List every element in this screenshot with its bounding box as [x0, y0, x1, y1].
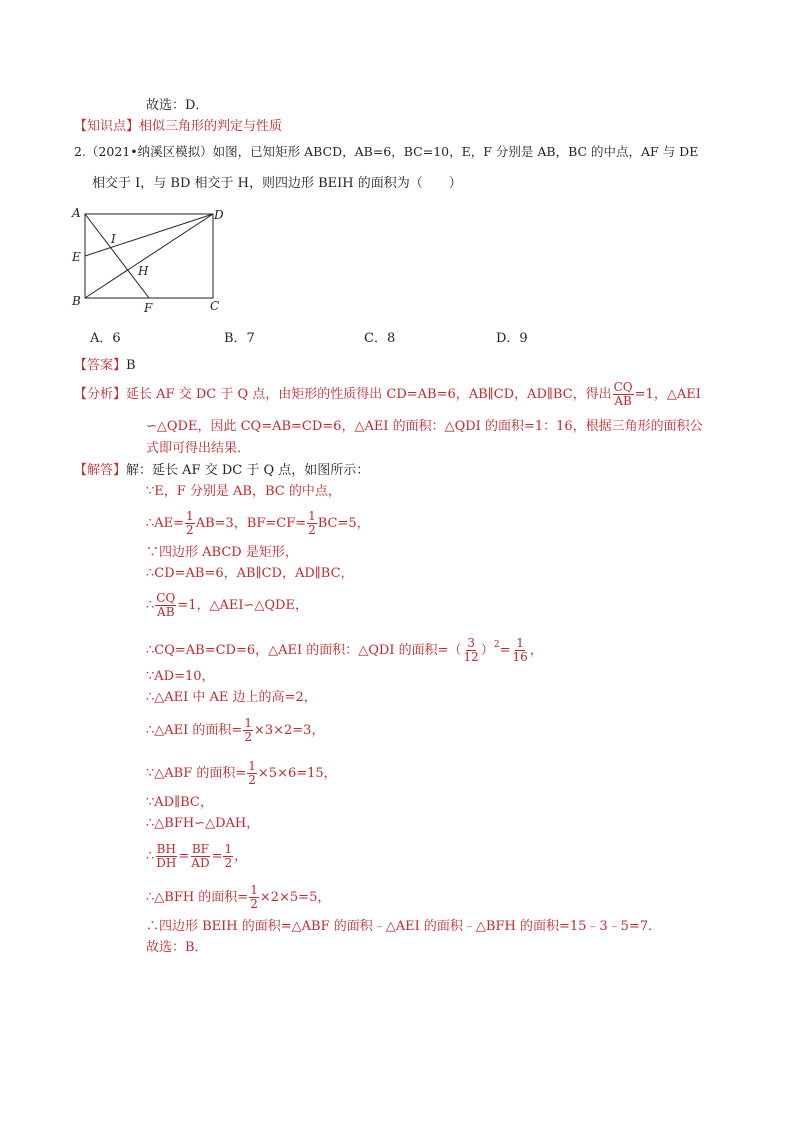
solution-tag: 【解答】 — [74, 463, 127, 478]
fraction-denominator: 2 — [250, 897, 258, 911]
fraction-denominator: 2 — [248, 773, 256, 787]
step-2-b: AB=3，BF=CF= — [195, 516, 307, 531]
label-c: C — [210, 299, 220, 313]
step-10 — [146, 760, 337, 787]
answer-value: B — [126, 358, 136, 373]
option-a: A．6 — [90, 331, 121, 346]
step-6-c: = — [499, 643, 511, 658]
fraction-numerator: 1 — [248, 759, 256, 773]
fraction-numerator: 3 — [467, 636, 475, 650]
knowledge-tag: 【知识点】 — [74, 119, 140, 134]
option-b: B．7 — [224, 331, 255, 346]
step-5 — [146, 592, 308, 619]
fraction-denominator: AB — [614, 394, 632, 408]
label-i: I — [111, 232, 116, 246]
half-fraction — [249, 884, 259, 911]
label-a: A — [72, 206, 81, 220]
fraction-numerator: 1 — [516, 636, 524, 650]
step-13-a: ∴ — [146, 849, 155, 864]
step-5-a: ∴ — [146, 598, 155, 613]
fraction-denominator: 2 — [244, 730, 252, 744]
option-c: C．8 — [364, 331, 396, 346]
fraction-numerator: 1 — [250, 883, 258, 897]
step-9-b: ×3×2=3， — [253, 723, 325, 738]
analysis-text-1b: =1，△AEI — [634, 387, 701, 402]
rectangle-figure — [66, 202, 236, 318]
bf-ad-fraction — [190, 843, 210, 870]
half-fraction — [243, 717, 253, 744]
step-6-a: ∴CQ=AB=CD=6，△AEI 的面积：△QDI 的面积=（ — [146, 643, 462, 658]
step-10-b: ×5×6=15， — [257, 766, 337, 781]
answer — [74, 357, 136, 375]
label-d: D — [214, 208, 224, 222]
step-14 — [146, 884, 330, 911]
analysis-text-1: 延长 AF 交 DC 于 Q 点，由矩形的性质得出 CD=AB=6，AB∥CD，AD∥BC，得出 — [126, 387, 612, 402]
step-11: ∵AD∥BC， — [146, 795, 213, 810]
step-8: ∴△AEI 中 AE 边上的高=2， — [146, 690, 317, 705]
segment-ed — [85, 214, 213, 256]
fraction-numerator: 1 — [224, 842, 233, 856]
label-f: F — [144, 301, 153, 315]
analysis-line-2: ∽△QDE，因此 CQ=AB=CD=6，△AEI 的面积：△QDI 的面积=1：16，根据三角形的面积公 — [146, 419, 703, 434]
step-6-b: ） — [480, 643, 494, 658]
fraction-denominator: AD — [191, 856, 210, 870]
step-13-b: = — [178, 849, 190, 864]
fraction-denominator: AB — [157, 605, 175, 619]
exponent: 2 — [493, 640, 500, 650]
label-e: E — [72, 250, 81, 264]
step-13 — [146, 843, 247, 870]
fraction-denominator: DH — [156, 856, 177, 870]
fraction-numerator: CQ — [156, 591, 176, 605]
step-12: ∴△BFH∽△DAH， — [146, 816, 260, 831]
half-fraction — [223, 843, 233, 870]
step-2-c: BC=5， — [317, 516, 370, 531]
fraction-denominator: 2 — [186, 523, 194, 537]
fraction-denominator: 2 — [224, 856, 233, 870]
fraction-denominator: 16 — [512, 650, 528, 664]
label-h: H — [138, 264, 149, 278]
step-9 — [146, 717, 324, 744]
fraction-numerator: 1 — [244, 716, 252, 730]
fraction-numerator: BH — [156, 842, 176, 856]
analysis-fraction — [613, 381, 634, 408]
fraction-denominator: 2 — [308, 523, 316, 537]
solution-intro-text: 解：延长 AF 交 DC 于 Q 点，如图所示： — [126, 463, 370, 478]
step-6 — [146, 636, 543, 664]
question-line-2: 相交于 I，与 BD 相交于 H，则四边形 BEIH 的面积为（ ） — [92, 176, 462, 191]
knowledge-text: 相似三角形的判定与性质 — [139, 119, 283, 134]
step-13-c: = — [211, 849, 223, 864]
bh-dh-fraction — [155, 843, 177, 870]
solution-intro — [74, 462, 369, 480]
half-fraction — [307, 510, 317, 537]
segment-af — [85, 214, 149, 298]
step-5-b: =1，△AEI∽△QDE， — [177, 598, 308, 613]
step-10-a: ∵△ABF 的面积= — [146, 766, 247, 781]
step-16: 故选：B． — [146, 940, 208, 955]
cq-ab-fraction — [155, 592, 176, 619]
fraction-numerator: 1 — [186, 509, 194, 523]
step-13-d: ， — [234, 849, 248, 864]
analysis-tag: 【分析】 — [74, 387, 127, 402]
analysis-line-3: 式即可得出结果． — [146, 441, 251, 456]
top-conclusion: 故选：D． — [146, 98, 209, 113]
segment-bd — [85, 214, 213, 298]
step-14-b: ×2×5=5， — [259, 890, 331, 905]
step-14-a: ∴△BFH 的面积= — [146, 890, 249, 905]
answer-tag: 【答案】 — [74, 358, 127, 373]
step-6-d: ， — [529, 643, 543, 658]
fraction-numerator: BF — [191, 842, 209, 856]
result-fraction — [511, 637, 528, 664]
ratio-fraction — [463, 637, 480, 664]
step-2-a: ∴AE= — [146, 516, 185, 531]
fraction-denominator: 12 — [463, 650, 479, 664]
step-1: ∵E，F 分别是 AB，BC 的中点， — [146, 484, 341, 499]
knowledge-point — [74, 118, 282, 136]
step-9-a: ∴△AEI 的面积= — [146, 723, 243, 738]
step-3: ∵四边形 ABCD 是矩形， — [146, 545, 298, 560]
option-d: D．9 — [496, 331, 528, 346]
fraction-numerator: 1 — [308, 509, 316, 523]
step-4: ∴CD=AB=6，AB∥CD，AD∥BC， — [146, 566, 354, 581]
analysis-line-1 — [74, 381, 701, 408]
step-15: ∴四边形 BEIH 的面积=△ABF 的面积﹣△AEI 的面积﹣△BFH 的面积=15﹣3﹣5=7． — [146, 919, 662, 934]
label-b: B — [72, 294, 81, 308]
half-fraction — [247, 760, 257, 787]
fraction-numerator: CQ — [613, 380, 633, 394]
question-line-1: 2.（2021•纳溪区模拟）如图，已知矩形 ABCD，AB=6，BC=10，E，F 分别是 AB，BC 的中点，AF 与 DE — [74, 144, 699, 159]
step-2 — [146, 510, 370, 537]
half-fraction — [185, 510, 195, 537]
step-7: ∵AD=10， — [146, 669, 215, 684]
